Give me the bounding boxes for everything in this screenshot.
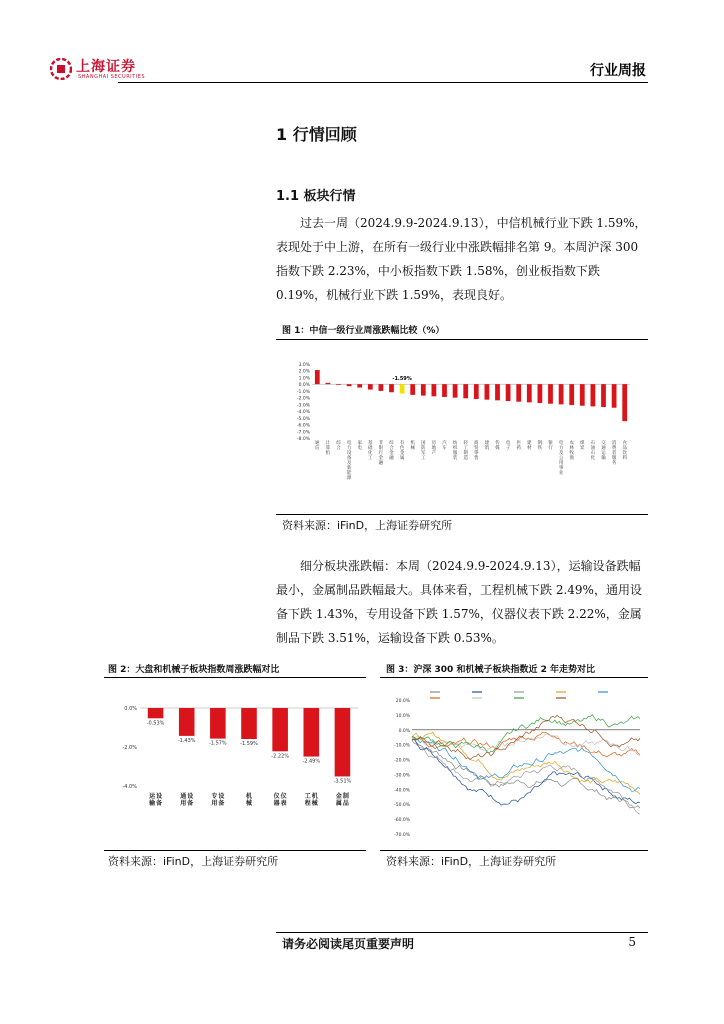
fig1-y-tick-label: 1.0% (298, 376, 310, 382)
fig3-series-line (412, 740, 640, 814)
fig2-bar (148, 708, 164, 718)
fig2-y-tick-label: -2.0% (122, 745, 137, 751)
figure1-top-rule (276, 339, 648, 340)
fig1-category-label: 石油石化 (590, 441, 596, 461)
page-number: 5 (628, 935, 636, 949)
subsection-title: 1.1 板块行情 (276, 189, 356, 204)
paragraph-weekly-review: 过去一周（2024.9.9-2024.9.13），中信机械行业下跌 1.59%，表现处于中上游，在所有一级行业中涨跌幅排名第 9。本周沪深 300 指数下跌 2.23%，中小板指数下跌 1.58%，创业板指数下跌 0.19%，机械行业下跌 1.59%，表现良好。 (276, 216, 647, 302)
fig1-y-tick-label: -1.0% (296, 389, 310, 395)
fig1-y-tick-label: -6.0% (296, 423, 310, 429)
fig2-category-label: 专用设备 (211, 793, 225, 807)
figure1-title: 图 1：中信一级行业周涨跌幅比较（%） (282, 326, 445, 336)
fig2-data-label: -1.57% (209, 740, 227, 747)
fig2-bar (335, 708, 351, 776)
fig1-y-tick-label: -5.0% (296, 416, 310, 422)
figure1-bottom-rule (276, 514, 648, 515)
fig2-category-label: 机械 (245, 793, 253, 807)
fig1-bar (357, 384, 362, 387)
fig1-bar (538, 384, 543, 403)
fig3-series-line (412, 738, 640, 808)
fig1-bar (495, 384, 500, 400)
fig1-bar (601, 384, 606, 407)
fig1-category-label: 交通运输 (601, 441, 606, 461)
figure2-bottom-rule (104, 850, 366, 851)
fig2-data-label: -1.59% (240, 741, 258, 748)
fig1-bar (336, 384, 341, 385)
fig1-category-label: 综合金融 (389, 441, 394, 461)
fig3-y-tick-label: -30.0% (394, 773, 410, 779)
fig1-category-label: 机械 (410, 441, 415, 451)
fig1-bar (453, 384, 458, 397)
fig1-category-label: 商贸零售 (474, 441, 479, 461)
figure2-title: 图 2：大盘和机械子板块指数周涨跌幅对比 (108, 665, 280, 675)
fig1-bar (368, 384, 373, 389)
fig1-bar (485, 384, 490, 399)
figure3-title: 图 3：沪深 300 和机械子板块指数近 2 年走势对比 (386, 665, 595, 675)
figure1-bar-chart (290, 358, 636, 492)
fig2-bar (241, 708, 257, 739)
fig1-category-label: 医药 (516, 441, 521, 451)
fig3-y-tick-label: -70.0% (394, 833, 410, 838)
figure3-line-chart (390, 688, 644, 838)
fig2-data-label: -2.49% (302, 758, 321, 765)
fig2-bar (179, 708, 195, 736)
paragraph-subsector-review: 细分板块涨跌幅：本周（2024.9.9-2024.9.13），运输设备跌幅最小，金属制品跌幅最大。具体来看，工程机械下跌 2.49%，通用设备下跌 1.43%，专用设备下跌 1.57%，仪器仪表下跌 2.22%，金属制品下跌 3.51%，运输设备下跌 0.53%。 (276, 559, 642, 645)
fig1-y-tick-label: 3.0% (298, 363, 310, 368)
footer-disclaimer-note: 请务必阅读尾页重要声明 (282, 937, 415, 951)
fig1-category-label: 轻工制造 (463, 441, 468, 461)
fig1-category-label: 计算机 (325, 441, 331, 456)
fig1-category-label: 建材 (527, 441, 532, 451)
fig2-category-label: 运输设备 (149, 793, 163, 807)
figure3-top-rule (380, 677, 648, 678)
fig2-data-label: -0.53% (146, 720, 165, 727)
fig2-category-label: 仪器仪表 (273, 793, 287, 807)
fig1-category-label: 纺织服装 (452, 441, 458, 461)
fig1-bar (580, 384, 585, 406)
fig1-bar (591, 384, 596, 406)
fig2-data-label: -1.43% (177, 737, 196, 744)
fig3-y-tick-label: -40.0% (394, 788, 410, 794)
fig1-bar (400, 384, 405, 393)
fig1-y-tick-label: 0.0% (298, 383, 310, 389)
fig1-bar (516, 384, 521, 401)
fig1-bar (326, 383, 331, 384)
fig1-category-label: 煤炭 (580, 441, 585, 451)
fig1-category-label: 钢铁 (537, 441, 543, 451)
fig2-bar (272, 708, 288, 751)
report-type: 行业周报 (590, 63, 646, 79)
fig1-category-label: 汽车 (442, 441, 447, 451)
fig1-category-label: 国防军工 (421, 441, 426, 461)
fig1-bar (506, 384, 511, 401)
fig1-category-label: 综合 (336, 441, 341, 451)
brand-english-name: SHANGHAI SECURITIES (78, 74, 146, 80)
brand-logo-icon (50, 58, 72, 80)
fig2-data-label: -2.22% (271, 753, 289, 760)
fig3-y-tick-label: 0.0% (398, 728, 410, 734)
fig1-category-label: 电子 (505, 441, 511, 451)
fig1-category-label: 食品饮料 (622, 441, 627, 461)
fig1-category-label: 传媒 (495, 441, 500, 451)
fig2-data-label: -3.51% (333, 778, 352, 785)
figure2-top-rule (104, 677, 366, 678)
fig1-category-label: 银行 (548, 441, 553, 451)
fig1-bar (559, 384, 564, 404)
header-divider (118, 82, 648, 83)
fig1-category-label: 家电 (357, 441, 362, 451)
fig3-series-line (412, 715, 640, 753)
fig1-y-tick-label: -3.0% (296, 403, 310, 409)
fig1-category-label: 基础化工 (368, 441, 373, 461)
fig3-series-line (412, 736, 640, 805)
fig1-highlight-annotation: -1.59% (392, 376, 412, 383)
fig1-y-tick-label: -8.0% (296, 437, 310, 442)
figure3-bottom-rule (380, 850, 648, 851)
fig1-bar (389, 384, 394, 392)
fig1-y-tick-label: -4.0% (296, 410, 310, 416)
fig1-bar (463, 384, 468, 398)
brand-name: 上海证券 (76, 59, 136, 75)
fig1-category-label: 消费者服务 (611, 441, 617, 466)
fig1-bar (622, 384, 627, 421)
fig2-category-label: 工程机械 (304, 793, 318, 807)
fig1-y-tick-label: -2.0% (296, 396, 310, 402)
fig3-y-tick-label: 10.0% (395, 713, 410, 719)
fig2-bar (210, 708, 226, 739)
fig3-y-tick-label: -10.0% (394, 743, 410, 749)
fig1-category-label: 建筑 (484, 441, 490, 451)
fig1-category-label: 房地产 (431, 441, 437, 456)
fig1-bar (569, 384, 574, 405)
figure2-source: 资料来源：iFinD，上海证券研究所 (108, 855, 279, 868)
fig1-category-label: 电力及公用事业 (558, 441, 564, 476)
fig1-bar (379, 384, 384, 391)
fig1-bar (527, 384, 532, 402)
fig1-bar (347, 384, 352, 386)
figure3-source: 资料来源：iFinD，上海证券研究所 (386, 855, 557, 868)
fig2-y-tick-label: -4.0% (122, 784, 137, 790)
fig1-bar (612, 384, 617, 408)
fig1-bar (548, 384, 553, 404)
fig3-series-line (412, 715, 640, 759)
fig1-bar (432, 384, 437, 396)
fig1-bar (315, 370, 320, 384)
fig2-category-label: 金属制品 (335, 793, 349, 807)
fig2-y-tick-label: 0.0% (124, 706, 137, 712)
fig1-bar (410, 384, 415, 395)
fig1-category-label: 通信 (315, 441, 320, 451)
fig3-y-tick-label: 20.0% (395, 699, 410, 704)
footer-divider (276, 932, 648, 933)
figure2-bar-chart (110, 694, 360, 834)
fig1-bar (421, 384, 426, 395)
fig2-bar (304, 708, 320, 757)
fig1-y-tick-label: 2.0% (298, 369, 310, 375)
fig3-y-tick-label: -50.0% (394, 803, 410, 809)
fig1-bar (474, 384, 479, 399)
fig3-y-tick-label: -60.0% (394, 818, 410, 824)
fig1-bar (442, 384, 447, 397)
fig2-category-label: 通用设备 (180, 793, 194, 807)
fig1-category-label: 电力设备及新能源 (346, 441, 352, 481)
fig1-y-tick-label: -7.0% (296, 430, 310, 436)
fig1-category-label: 非银行金融 (378, 441, 384, 466)
section-title: 1 行情回顾 (276, 125, 357, 144)
fig1-category-label: 农林牧渔 (569, 441, 574, 461)
figure1-source: 资料来源：iFinD，上海证券研究所 (282, 519, 453, 532)
fig1-category-label: 有色金属 (399, 441, 405, 461)
fig3-y-tick-label: -20.0% (394, 758, 410, 764)
